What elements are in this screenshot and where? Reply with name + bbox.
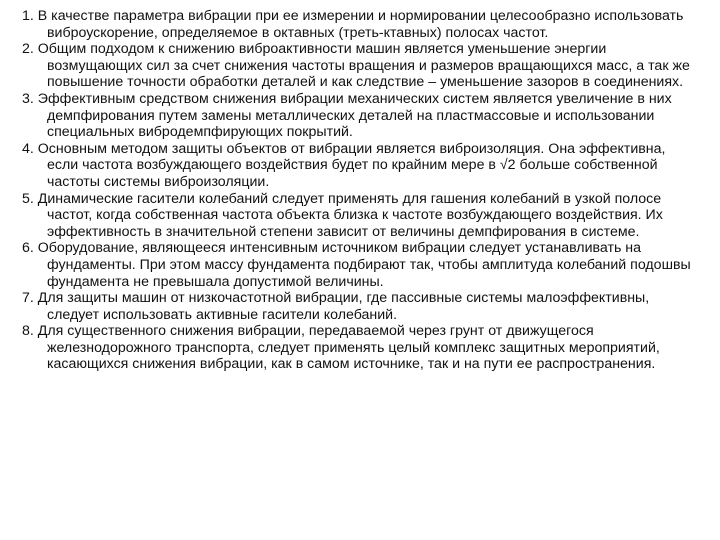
recommendation-list: [22, 8, 694, 373]
list-item-3: 3. Эффективным средством снижения вибрации механических систем является увеличение в них демпфирования путем замены металлических деталей на пластмассовые и использовании специальных вибродемпфирующих покрытий.: [22, 90, 672, 141]
list-item-7: 7. Для защиты машин от низкочастотной вибрации, где пассивные системы малоэффективны, следует использовать активные гасители колебаний.: [22, 290, 650, 323]
list-item-5: 5. Динамические гасители колебаний следует применять для гашения колебаний в узкой полосе частот, когда собственная частота объекта близка к частоте возбуждающего воздействия. Их эффективность в значительной степени зависит от величины демпфирования в системе.: [22, 190, 663, 240]
list-item-4: 4. Основным методом защиты объектов от вибрации является виброизоляция. Она эффективна, если частота возбуждающего воздействия будет по крайним мере в √2 больше собственной частоты системы виброизоляции.: [22, 140, 666, 190]
list-item-1: 1. В качестве параметра вибрации при ее измерении и нормировании целесообразно использовать виброускорение, определяемое в октавных (треть-ктавных) полосах частот.: [22, 8, 684, 41]
list-item-8: 8. Для существенного снижения вибрации, передаваемой через грунт от движущегося железнодорожного транспорта, следует применять целый комплекс защитных мероприятий, касающихся снижения вибрации, как в самом источнике, так и на пути ее распространения.: [22, 323, 660, 373]
list-item-2: 2. Общим подходом к снижению виброактивности машин является уменьшение энергии возмущающих сил за счет снижения частоты вращения и размеров вращающихся масс, а так же повышение точности обработки деталей и как следствие – уменьшение зазоров в соединениях.: [22, 41, 690, 91]
list-item-6: 6. Оборудование, являющееся интенсивным источником вибрации следует устанавливать на фундаменты. При этом массу фундамента подбирают так, чтобы амплитуда колебаний подошвы фундамента не превышала допустимой величины.: [22, 240, 691, 290]
